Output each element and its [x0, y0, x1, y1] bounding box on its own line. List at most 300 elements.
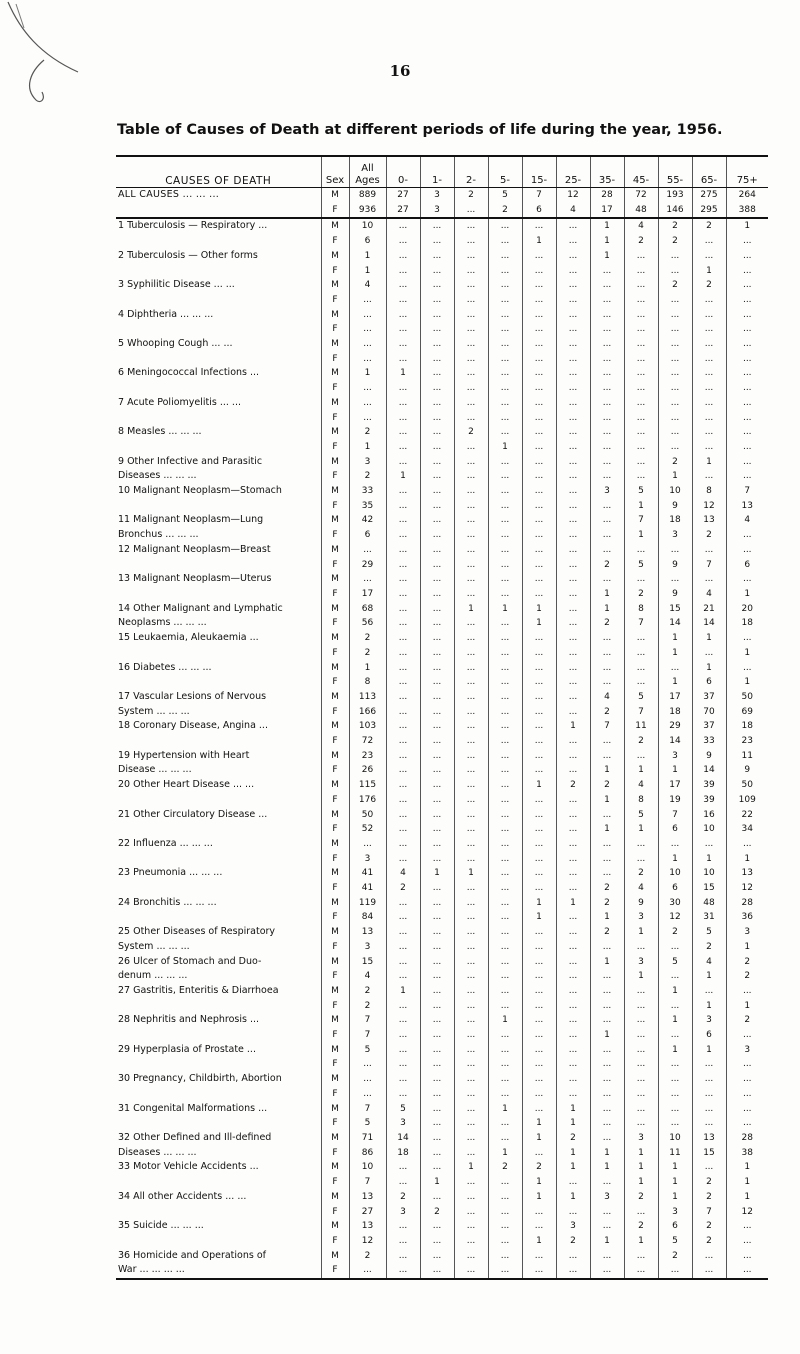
- count-cell: ...: [624, 293, 658, 308]
- count-cell: 18: [726, 719, 768, 734]
- count-cell: ...: [726, 1087, 768, 1102]
- cause-label: 18 Coronary Disease, Angina ...: [118, 720, 268, 732]
- count-cell: ...: [454, 293, 488, 308]
- count-cell: 7: [349, 1102, 386, 1117]
- count-cell: ...: [726, 1219, 768, 1234]
- cause-label: [116, 734, 321, 749]
- count-cell: 1: [386, 469, 420, 484]
- count-cell: ...: [488, 1263, 522, 1279]
- count-cell: 34: [726, 822, 768, 837]
- count-cell: ...: [454, 690, 488, 705]
- count-cell: 1: [658, 1043, 692, 1058]
- count-cell: ...: [488, 675, 522, 690]
- count-cell: ...: [522, 763, 556, 778]
- cause-label: [116, 322, 321, 337]
- count-cell: ...: [488, 249, 522, 264]
- count-cell: ...: [522, 218, 556, 234]
- count-cell: ...: [522, 440, 556, 455]
- count-cell: ...: [658, 352, 692, 367]
- count-cell: 50: [726, 778, 768, 793]
- count-cell: ...: [454, 499, 488, 514]
- count-cell: ...: [386, 793, 420, 808]
- count-cell: 71: [349, 1131, 386, 1146]
- count-cell: 10: [692, 866, 726, 881]
- count-cell: 72: [624, 188, 658, 203]
- count-cell: ...: [522, 249, 556, 264]
- count-cell: ...: [624, 543, 658, 558]
- cause-label: System ... ... ...: [118, 705, 190, 717]
- table-row: [116, 616, 768, 631]
- count-cell: 12: [726, 1205, 768, 1220]
- count-cell: ...: [522, 646, 556, 661]
- count-cell: 1: [349, 661, 386, 676]
- count-cell: ...: [658, 308, 692, 323]
- count-cell: ...: [590, 749, 624, 764]
- cause-label: 4 Diphtheria ... ... ...: [118, 308, 214, 320]
- count-cell: 1: [726, 587, 768, 602]
- count-cell: ...: [420, 440, 454, 455]
- table-row: [116, 366, 768, 381]
- count-cell: 1: [420, 1175, 454, 1190]
- count-cell: ...: [488, 528, 522, 543]
- count-cell: 1: [386, 984, 420, 999]
- sex-cell: F: [321, 1057, 349, 1072]
- count-cell: 1: [590, 793, 624, 808]
- count-cell: 10: [349, 1160, 386, 1175]
- count-cell: ...: [556, 1028, 590, 1043]
- count-cell: ...: [386, 1087, 420, 1102]
- count-cell: ...: [522, 1072, 556, 1087]
- sex-cell: F: [321, 264, 349, 279]
- count-cell: ...: [488, 278, 522, 293]
- count-cell: 22: [726, 808, 768, 823]
- count-cell: 48: [692, 896, 726, 911]
- count-cell: ...: [726, 337, 768, 352]
- count-cell: ...: [454, 455, 488, 470]
- count-cell: ...: [386, 837, 420, 852]
- sex-cell: M: [321, 1072, 349, 1087]
- count-cell: ...: [726, 631, 768, 646]
- count-cell: 20: [726, 602, 768, 617]
- count-cell: ...: [454, 278, 488, 293]
- count-cell: ...: [386, 661, 420, 676]
- count-cell: ...: [522, 734, 556, 749]
- count-cell: 176: [349, 793, 386, 808]
- count-cell: ...: [590, 866, 624, 881]
- count-cell: 1: [488, 440, 522, 455]
- count-cell: ...: [556, 293, 590, 308]
- sex-cell: M: [321, 749, 349, 764]
- count-cell: 1: [726, 1160, 768, 1175]
- sex-cell: F: [321, 616, 349, 631]
- cause-label: [116, 999, 321, 1014]
- count-cell: ...: [420, 1146, 454, 1161]
- count-cell: 1: [590, 249, 624, 264]
- count-cell: ...: [658, 1087, 692, 1102]
- count-cell: 4: [692, 587, 726, 602]
- count-cell: ...: [386, 249, 420, 264]
- count-cell: 10: [658, 484, 692, 499]
- count-cell: 146: [658, 203, 692, 219]
- count-cell: 1: [624, 969, 658, 984]
- table-row: [116, 881, 768, 896]
- count-cell: ...: [420, 337, 454, 352]
- count-cell: 15: [692, 1146, 726, 1161]
- count-cell: ...: [420, 969, 454, 984]
- count-cell: ...: [488, 234, 522, 249]
- count-cell: ...: [420, 1190, 454, 1205]
- count-cell: 18: [386, 1146, 420, 1161]
- count-cell: 1: [624, 1175, 658, 1190]
- count-cell: 38: [726, 1146, 768, 1161]
- count-cell: ...: [522, 881, 556, 896]
- count-cell: ...: [692, 1057, 726, 1072]
- count-cell: ...: [522, 866, 556, 881]
- count-cell: ...: [692, 1072, 726, 1087]
- count-cell: ...: [522, 1057, 556, 1072]
- count-cell: ...: [590, 646, 624, 661]
- count-cell: ...: [454, 984, 488, 999]
- table-row: [116, 1072, 768, 1087]
- count-cell: 5: [624, 484, 658, 499]
- header-cause: CAUSES OF DEATH: [116, 156, 321, 188]
- count-cell: ...: [349, 1057, 386, 1072]
- count-cell: ...: [522, 661, 556, 676]
- count-cell: ...: [488, 1028, 522, 1043]
- count-cell: ...: [386, 440, 420, 455]
- count-cell: ...: [624, 455, 658, 470]
- sex-cell: M: [321, 778, 349, 793]
- count-cell: 7: [349, 1013, 386, 1028]
- sex-cell: M: [321, 1131, 349, 1146]
- count-cell: 2: [488, 203, 522, 219]
- count-cell: ...: [726, 440, 768, 455]
- cause-label: [116, 203, 321, 219]
- count-cell: 1: [488, 1146, 522, 1161]
- count-cell: ...: [692, 572, 726, 587]
- count-cell: ...: [454, 411, 488, 426]
- count-cell: 1: [590, 822, 624, 837]
- sex-cell: M: [321, 866, 349, 881]
- count-cell: ...: [556, 543, 590, 558]
- count-cell: ...: [454, 587, 488, 602]
- sex-cell: M: [321, 1013, 349, 1028]
- header-age: 35-: [590, 156, 624, 188]
- cause-label: 12 Malignant Neoplasm—Breast: [118, 543, 271, 555]
- count-cell: ...: [420, 411, 454, 426]
- cause-label: 13 Malignant Neoplasm—Uterus: [118, 573, 272, 585]
- count-cell: ...: [386, 896, 420, 911]
- count-cell: ...: [488, 543, 522, 558]
- count-cell: ...: [590, 469, 624, 484]
- count-cell: 1: [692, 1043, 726, 1058]
- count-cell: 8: [349, 675, 386, 690]
- cause-label: [116, 1057, 321, 1072]
- count-cell: ...: [658, 1263, 692, 1279]
- count-cell: ...: [386, 1263, 420, 1279]
- count-cell: ...: [349, 396, 386, 411]
- table-row: [116, 322, 768, 337]
- count-cell: ...: [488, 558, 522, 573]
- count-cell: ...: [454, 1219, 488, 1234]
- count-cell: ...: [420, 808, 454, 823]
- count-cell: ...: [624, 1057, 658, 1072]
- count-cell: 14: [692, 616, 726, 631]
- table-row: [116, 1116, 768, 1131]
- count-cell: ...: [624, 1102, 658, 1117]
- count-cell: 1: [726, 646, 768, 661]
- count-cell: ...: [556, 469, 590, 484]
- count-cell: 2: [349, 984, 386, 999]
- count-cell: ...: [454, 763, 488, 778]
- count-cell: ...: [454, 616, 488, 631]
- count-cell: ...: [488, 1175, 522, 1190]
- count-cell: 1: [488, 1102, 522, 1117]
- count-cell: ...: [420, 352, 454, 367]
- count-cell: ...: [386, 1043, 420, 1058]
- count-cell: ...: [624, 352, 658, 367]
- count-cell: ...: [420, 910, 454, 925]
- count-cell: 35: [349, 499, 386, 514]
- count-cell: 50: [349, 808, 386, 823]
- count-cell: ...: [556, 837, 590, 852]
- count-cell: ...: [454, 646, 488, 661]
- table-row: [116, 264, 768, 279]
- count-cell: ...: [386, 218, 420, 234]
- count-cell: ...: [624, 631, 658, 646]
- count-cell: ...: [624, 1013, 658, 1028]
- count-cell: ...: [556, 999, 590, 1014]
- count-cell: ...: [624, 646, 658, 661]
- table-row: [116, 1219, 768, 1234]
- count-cell: 1: [692, 661, 726, 676]
- cause-label: [116, 1116, 321, 1131]
- count-cell: ...: [454, 1072, 488, 1087]
- count-cell: ...: [556, 749, 590, 764]
- count-cell: 3: [624, 910, 658, 925]
- count-cell: 9: [658, 499, 692, 514]
- count-cell: ...: [420, 1072, 454, 1087]
- sex-cell: F: [321, 528, 349, 543]
- count-cell: ...: [386, 411, 420, 426]
- count-cell: ...: [386, 381, 420, 396]
- count-cell: 4: [624, 881, 658, 896]
- count-cell: ...: [556, 866, 590, 881]
- table-row: [116, 778, 768, 793]
- sex-cell: M: [321, 984, 349, 999]
- count-cell: 193: [658, 188, 692, 203]
- count-cell: ...: [420, 587, 454, 602]
- count-cell: 1: [624, 528, 658, 543]
- table-row: [116, 440, 768, 455]
- table-row: [116, 1160, 768, 1175]
- count-cell: 8: [624, 793, 658, 808]
- count-cell: ...: [386, 646, 420, 661]
- count-cell: ...: [658, 425, 692, 440]
- count-cell: ...: [454, 1205, 488, 1220]
- count-cell: 39: [692, 778, 726, 793]
- sex-cell: F: [321, 822, 349, 837]
- table-body: [116, 188, 768, 1280]
- table-row: [116, 910, 768, 925]
- cause-label: 29 Hyperplasia of Prostate ...: [118, 1043, 256, 1055]
- count-cell: 37: [692, 719, 726, 734]
- count-cell: 13: [349, 1190, 386, 1205]
- count-cell: ...: [420, 396, 454, 411]
- table-row: [116, 793, 768, 808]
- count-cell: 18: [726, 616, 768, 631]
- count-cell: 2: [590, 925, 624, 940]
- count-cell: ...: [726, 381, 768, 396]
- count-cell: ...: [454, 675, 488, 690]
- table-row: [116, 822, 768, 837]
- count-cell: ...: [692, 1116, 726, 1131]
- cause-label: 28 Nephritis and Nephrosis ...: [118, 1014, 260, 1026]
- table-row: [116, 1190, 768, 1205]
- count-cell: ...: [386, 264, 420, 279]
- count-cell: 2: [349, 646, 386, 661]
- count-cell: ...: [624, 469, 658, 484]
- table-row: [116, 925, 768, 940]
- count-cell: 6: [522, 203, 556, 219]
- count-cell: ...: [420, 366, 454, 381]
- cause-label: [116, 793, 321, 808]
- count-cell: 12: [556, 188, 590, 203]
- count-cell: ...: [349, 837, 386, 852]
- count-cell: ...: [556, 1263, 590, 1279]
- count-cell: ...: [454, 1190, 488, 1205]
- count-cell: ...: [726, 249, 768, 264]
- count-cell: 2: [692, 1175, 726, 1190]
- count-cell: ...: [590, 940, 624, 955]
- cause-label: 36 Homicide and Operations of: [118, 1249, 267, 1261]
- count-cell: ...: [522, 1102, 556, 1117]
- count-cell: ...: [420, 955, 454, 970]
- count-cell: 4: [692, 955, 726, 970]
- count-cell: ...: [454, 234, 488, 249]
- count-cell: 10: [692, 822, 726, 837]
- count-cell: 9: [624, 896, 658, 911]
- sex-cell: F: [321, 440, 349, 455]
- count-cell: 1: [624, 499, 658, 514]
- count-cell: 7: [349, 1028, 386, 1043]
- cause-label: [116, 1028, 321, 1043]
- count-cell: ...: [386, 808, 420, 823]
- count-cell: ...: [590, 322, 624, 337]
- count-cell: ...: [522, 1205, 556, 1220]
- count-cell: 27: [349, 1205, 386, 1220]
- sex-cell: F: [321, 1263, 349, 1279]
- count-cell: ...: [590, 513, 624, 528]
- header-age: 2-: [454, 156, 488, 188]
- sex-cell: M: [321, 1102, 349, 1117]
- sex-cell: F: [321, 675, 349, 690]
- count-cell: ...: [556, 455, 590, 470]
- cause-label: 25 Other Diseases of Respiratory: [118, 926, 276, 938]
- count-cell: 72: [349, 734, 386, 749]
- count-cell: ...: [349, 337, 386, 352]
- count-cell: ...: [624, 940, 658, 955]
- count-cell: 4: [590, 690, 624, 705]
- count-cell: 2: [522, 1160, 556, 1175]
- count-cell: 2: [349, 631, 386, 646]
- count-cell: 1: [726, 1190, 768, 1205]
- count-cell: 109: [726, 793, 768, 808]
- count-cell: ...: [590, 264, 624, 279]
- count-cell: 2: [590, 558, 624, 573]
- count-cell: ...: [488, 866, 522, 881]
- count-cell: ...: [386, 337, 420, 352]
- table-row: [116, 1249, 768, 1264]
- count-cell: 2: [624, 1219, 658, 1234]
- count-cell: ...: [556, 1013, 590, 1028]
- count-cell: ...: [692, 1263, 726, 1279]
- count-cell: 115: [349, 778, 386, 793]
- count-cell: ...: [556, 822, 590, 837]
- count-cell: 2: [658, 925, 692, 940]
- count-cell: ...: [726, 528, 768, 543]
- count-cell: ...: [522, 543, 556, 558]
- count-cell: 1: [624, 1234, 658, 1249]
- count-cell: 1: [624, 763, 658, 778]
- count-cell: 8: [692, 484, 726, 499]
- cause-label: [116, 1205, 321, 1220]
- count-cell: ...: [454, 218, 488, 234]
- count-cell: ...: [624, 1116, 658, 1131]
- sex-cell: M: [321, 513, 349, 528]
- count-cell: 3: [420, 203, 454, 219]
- count-cell: 1: [726, 999, 768, 1014]
- count-cell: 1: [590, 1028, 624, 1043]
- count-cell: 1: [590, 587, 624, 602]
- count-cell: ...: [454, 264, 488, 279]
- sex-cell: M: [321, 218, 349, 234]
- count-cell: ...: [488, 1087, 522, 1102]
- count-cell: 2: [386, 1190, 420, 1205]
- count-cell: 2: [590, 705, 624, 720]
- count-cell: ...: [556, 528, 590, 543]
- sex-cell: M: [321, 396, 349, 411]
- count-cell: ...: [726, 984, 768, 999]
- count-cell: 5: [624, 558, 658, 573]
- count-cell: ...: [454, 896, 488, 911]
- count-cell: 1: [658, 675, 692, 690]
- count-cell: ...: [454, 661, 488, 676]
- count-cell: 1: [420, 866, 454, 881]
- count-cell: ...: [386, 352, 420, 367]
- count-cell: 5: [488, 188, 522, 203]
- count-cell: 1: [692, 852, 726, 867]
- count-cell: 6: [692, 675, 726, 690]
- count-cell: ...: [488, 763, 522, 778]
- count-cell: 2: [454, 425, 488, 440]
- sex-cell: F: [321, 969, 349, 984]
- sex-cell: M: [321, 278, 349, 293]
- count-cell: ...: [590, 1116, 624, 1131]
- count-cell: ...: [420, 646, 454, 661]
- count-cell: ...: [522, 366, 556, 381]
- count-cell: ...: [556, 366, 590, 381]
- count-cell: ...: [726, 396, 768, 411]
- count-cell: ...: [556, 352, 590, 367]
- table-row: [116, 469, 768, 484]
- count-cell: ...: [386, 558, 420, 573]
- count-cell: 2: [692, 1234, 726, 1249]
- count-cell: ...: [658, 969, 692, 984]
- sex-cell: M: [321, 455, 349, 470]
- count-cell: ...: [624, 661, 658, 676]
- count-cell: 166: [349, 705, 386, 720]
